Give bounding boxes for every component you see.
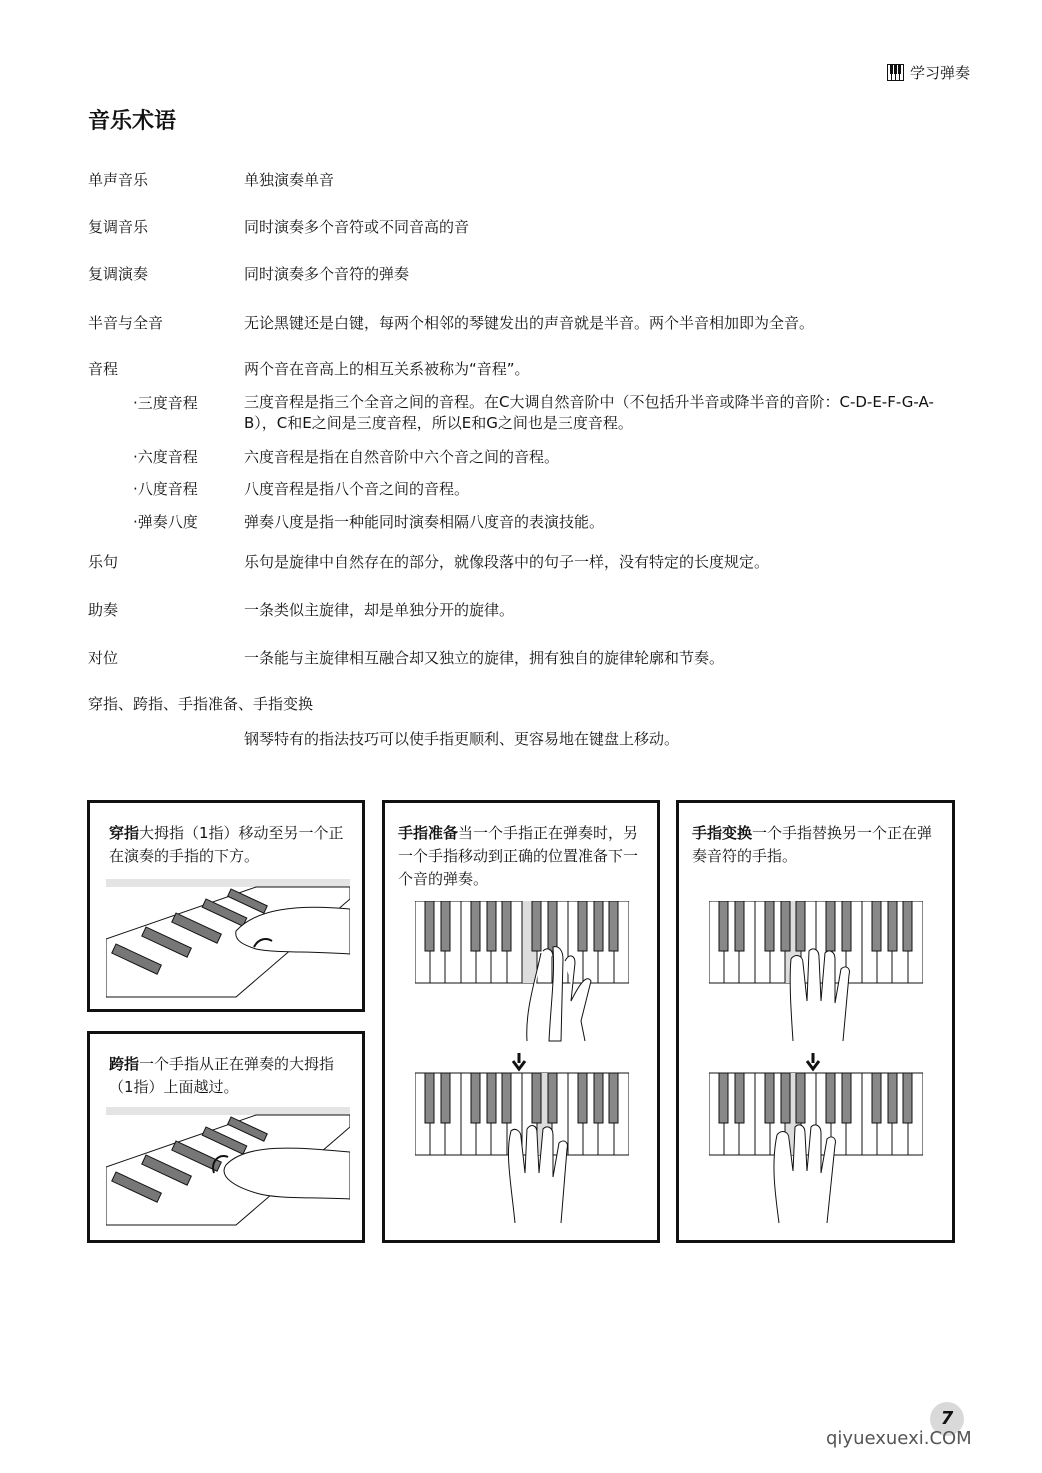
box-description: 一个手指从正在弹奏的大拇指（1指）上面越过。: [109, 1055, 335, 1096]
term-definition: 八度音程是指八个音之间的音程。: [244, 480, 470, 498]
section-header: [887, 62, 970, 83]
term-name: 对位: [88, 649, 119, 667]
term-name: 音程: [88, 360, 119, 378]
term-definition: 三度音程是指三个全音之间的音程。在C大调自然音阶中（不包括升半音或降半音的音阶：C-D-E-F-G-A-B），C和E之间是三度音程，所以E和G之间也是三度音程。: [244, 393, 934, 432]
finger-preparation-box: [382, 800, 660, 1243]
finger-preparation-illustration: [415, 901, 629, 1231]
term-definition: 乐句是旋律中自然存在的部分，就像段落中的句子一样，没有特定的长度规定。: [244, 553, 770, 571]
cross-over-caption: [109, 1053, 354, 1099]
term-name: 复调音乐: [88, 218, 149, 236]
page-number: 7: [930, 1402, 964, 1436]
cross-under-caption: [109, 822, 354, 868]
box-description: 一个手指替换另一个正在弹奏音符的手指。: [692, 824, 933, 865]
term-name: 乐句: [88, 553, 119, 571]
box-term: 手指准备: [398, 824, 459, 842]
term-definition: 同时演奏多个音符或不同音高的音: [244, 218, 470, 236]
term-name: 穿指、跨指、手指准备、手指变换: [88, 695, 314, 713]
term-definition: 弹奏八度是指一种能同时演奏相隔八度音的表演技能。: [244, 513, 605, 531]
term-subname: ·六度音程: [133, 448, 198, 466]
term-definition: 钢琴特有的指法技巧可以使手指更顺利、更容易地在键盘上移动。: [244, 730, 680, 748]
watermark: qiyuexuexi.COM: [826, 1428, 972, 1449]
box-description: 大拇指（1指）移动至另一个正在演奏的手指的下方。: [109, 824, 344, 865]
term-name: 单声音乐: [88, 171, 149, 189]
term-definition: 单独演奏单音: [244, 171, 335, 189]
term-definition: 同时演奏多个音符的弹奏: [244, 265, 410, 283]
box-term: 跨指: [109, 1055, 140, 1073]
cross-under-hand-illustration: [106, 879, 350, 999]
piano-keys-icon: [887, 64, 904, 81]
cross-under-box: [87, 800, 365, 1012]
finger-preparation-caption: [398, 822, 650, 891]
finger-change-box: [676, 800, 955, 1243]
box-term: 手指变换: [692, 824, 753, 842]
term-name: 半音与全音: [88, 314, 164, 332]
header-label: 学习弹奏: [909, 64, 970, 82]
box-term: 穿指: [109, 824, 140, 842]
cross-over-hand-illustration: [106, 1107, 350, 1227]
term-definition: 两个音在音高上的相互关系被称为“音程”。: [244, 360, 530, 378]
term-definition: 无论黑键还是白键，每两个相邻的琴键发出的声音就是半音。两个半音相加即为全音。: [244, 314, 815, 332]
finger-change-caption: [692, 822, 944, 868]
term-name: 助奏: [88, 601, 119, 619]
box-description: 当一个手指正在弹奏时，另一个手指移动到正确的位置准备下一个音的弹奏。: [398, 824, 639, 888]
term-definition: 六度音程是指在自然音阶中六个音之间的音程。: [244, 448, 560, 466]
term-definition: 一条能与主旋律相互融合却又独立的旋律，拥有独自的旋律轮廓和节奏。: [244, 649, 725, 667]
term-name: 复调演奏: [88, 265, 149, 283]
cross-over-box: [87, 1031, 365, 1243]
finger-change-illustration: [709, 901, 923, 1231]
term-subname: ·三度音程: [133, 394, 198, 412]
term-subname: ·弹奏八度: [133, 513, 198, 531]
page-title: 音乐术语: [88, 109, 177, 134]
term-subname: ·八度音程: [133, 480, 198, 498]
term-definition: 一条类似主旋律，却是单独分开的旋律。: [244, 601, 515, 619]
